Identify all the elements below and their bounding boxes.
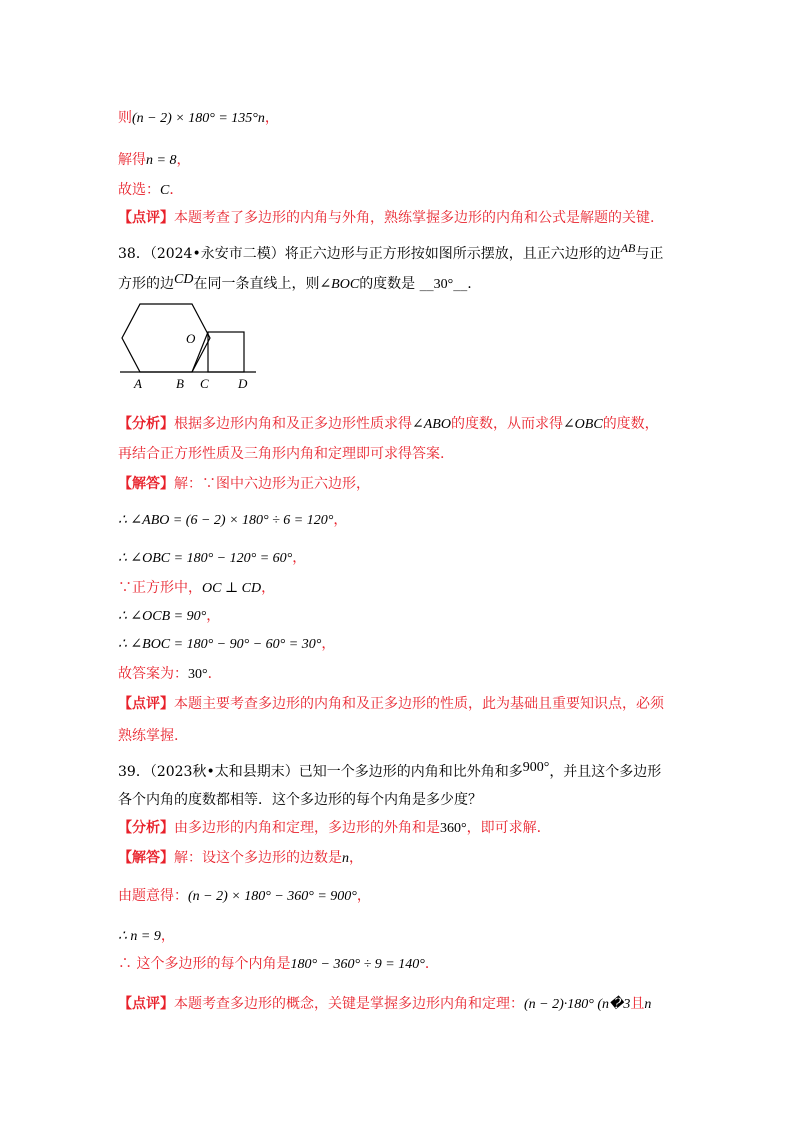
equation: ∴ n = 9 — [118, 929, 161, 944]
solution-header — [118, 474, 690, 494]
text: __. — [453, 276, 472, 292]
step-3 — [118, 578, 690, 599]
segment-cd: CD — [174, 272, 194, 287]
text: 故答案为： — [118, 666, 188, 682]
question-39-line-1 — [118, 758, 690, 782]
step-8 — [118, 954, 690, 975]
text: 在同一条直线上，则 — [193, 276, 320, 292]
question-38-line-1 — [118, 238, 690, 264]
text: 的度数， — [602, 416, 659, 432]
analysis-line-3 — [118, 818, 690, 839]
punct: ， — [264, 110, 279, 126]
text: 熟练掌握. — [118, 728, 179, 744]
formula: (n − 2)·180° (n�3 — [524, 997, 631, 1012]
punct: ， — [333, 512, 348, 528]
comment-tag: 【点评】 — [118, 210, 174, 226]
step-4 — [118, 606, 690, 627]
comment-tag: 【点评】 — [118, 996, 174, 1012]
regular-hexagon — [122, 304, 210, 372]
comment-line — [118, 208, 690, 228]
text: 解：设这个多边形的边数是 — [174, 850, 342, 866]
text: 解得 — [118, 152, 146, 168]
text: 的度数，从而求得 — [450, 416, 563, 432]
answer-line — [118, 180, 690, 201]
text: ∵正方形中， — [118, 580, 202, 596]
text: 解：∵图中六边形为正六边形， — [174, 476, 370, 492]
equation: ∴ ∠OBC = 180° − 120° = 60° — [118, 551, 293, 566]
solution-line-2 — [118, 150, 690, 171]
punct: ， — [261, 580, 276, 596]
solution-header-2 — [118, 848, 690, 869]
question-39-line-2 — [118, 790, 690, 810]
text: ，即可求解. — [466, 820, 542, 836]
answer-value: 30° — [433, 277, 454, 292]
equation: (n − 2) × 180° = 135°n — [132, 111, 265, 126]
equation: n = 8 — [146, 153, 177, 168]
segment-ab: AB — [620, 241, 636, 255]
analysis-tag: 【分析】 — [118, 820, 174, 836]
text: 与正 — [635, 246, 664, 262]
punct: ， — [349, 850, 363, 866]
punct: ， — [176, 152, 191, 168]
text: 由题意得： — [118, 888, 188, 904]
equation: ∴ ∠BOC = 180° − 90° − 60° = 30° — [118, 637, 322, 652]
equation: OC ⊥ CD — [202, 581, 262, 596]
text: 本题考查多边形的概念，关键是掌握多边形内角和定理： — [174, 996, 524, 1012]
text: 39．（2023秋•太和县期末）已知一个多边形的内角和比外角和多 — [118, 764, 523, 780]
answer-value: 30° — [188, 667, 208, 682]
equation: (n − 2) × 180° − 360° = 900° — [188, 889, 357, 904]
text: 根据多边形内角和及正多边形性质求得 — [174, 416, 412, 432]
solution-tag: 【解答】 — [118, 476, 174, 492]
equation: ∴ ∠OCB = 90° — [118, 609, 207, 624]
text: 的度数是 __ — [359, 276, 434, 292]
angle-obc: ∠OBC — [562, 417, 603, 432]
text: 再结合正方形性质及三角形内角和定理即可求得答案. — [118, 446, 445, 462]
step-5 — [118, 634, 690, 655]
angle-boc: ∠BOC — [319, 277, 360, 292]
text: 且 — [630, 996, 645, 1012]
punct: ． — [169, 182, 184, 198]
square — [208, 332, 244, 372]
label-c: C — [200, 376, 209, 391]
text: 方形的边 — [118, 276, 174, 292]
label-o: O — [186, 331, 196, 346]
text: 则 — [118, 110, 132, 126]
analysis-tag: 【分析】 — [118, 416, 174, 432]
step-1 — [118, 510, 690, 531]
value: 900° — [522, 760, 550, 775]
hexagon-square-figure — [116, 292, 266, 392]
text: 本题主要考查多边形的内角和及正多边形的性质，此为基础且重要知识点，必须 — [174, 696, 664, 712]
analysis-line-1 — [118, 414, 690, 435]
equation: ∴ ∠ABO = (6 − 2) × 180° ÷ 6 = 120° — [118, 513, 334, 528]
value: 360° — [440, 821, 467, 836]
comment-tag: 【点评】 — [118, 696, 174, 712]
punct: ， — [160, 928, 175, 944]
punct: ， — [292, 550, 307, 566]
text: 本题考查了多边形的内角与外角，熟练掌握多边形的内角和公式是解题的关键. — [174, 210, 655, 226]
punct: ． — [424, 956, 439, 972]
label-a: A — [134, 376, 142, 391]
answer-choice: C — [160, 183, 170, 198]
text: 故选： — [118, 182, 160, 198]
punct: ， — [356, 888, 371, 904]
label-d: D — [238, 376, 248, 391]
comment-line-2a — [118, 694, 690, 714]
punct: ， — [321, 636, 336, 652]
text: 38．（2024•永安市二模）将正六边形与正方形按如图所示摆放，且正六边形的边 — [118, 246, 621, 262]
punct: ， — [206, 608, 221, 624]
label-b: B — [176, 376, 184, 391]
equation: 180° − 360° ÷ 9 = 140° — [290, 957, 425, 972]
step-7 — [118, 926, 690, 947]
comment-line-2b — [118, 726, 690, 746]
analysis-line-2 — [118, 444, 690, 464]
text: 由多边形的内角和定理，多边形的外角和是 — [174, 820, 440, 836]
comment-line-3 — [118, 994, 690, 1015]
solution-line-1 — [118, 108, 690, 129]
punct: ． — [207, 666, 222, 682]
variable-n: n — [342, 851, 349, 866]
solution-tag: 【解答】 — [118, 850, 174, 866]
angle-abo: ∠ABO — [412, 417, 451, 432]
step-6 — [118, 886, 690, 907]
step-2 — [118, 548, 690, 569]
text: 各个内角的度数都相等．这个多边形的每个内角是多少度？ — [118, 792, 482, 808]
variable-n: n — [644, 997, 652, 1012]
final-answer — [118, 664, 690, 685]
text: ∴ 这个多边形的每个内角是 — [118, 956, 291, 972]
text: ，并且这个多边形 — [549, 764, 662, 780]
